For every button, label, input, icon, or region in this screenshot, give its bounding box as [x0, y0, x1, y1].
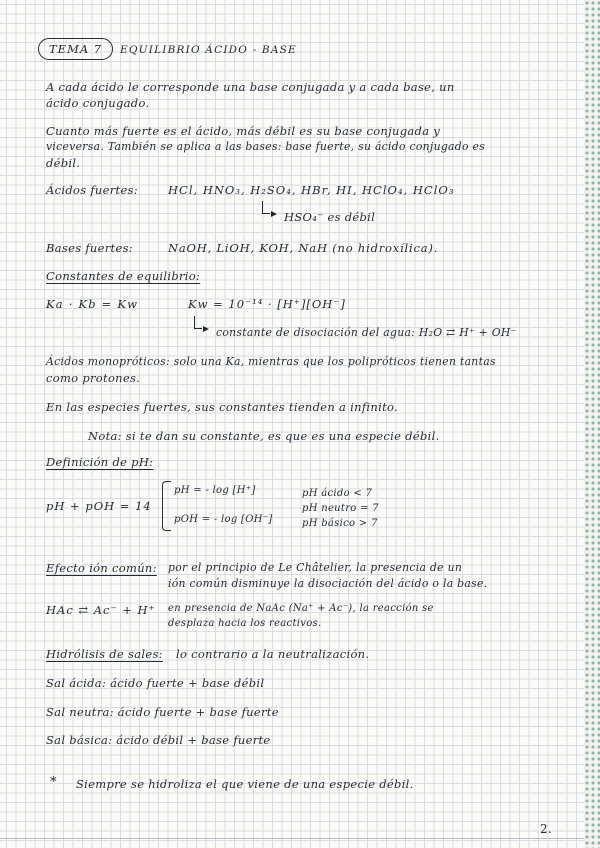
strong-acids-list: HCl, HNO₃, H₂SO₄, HBr, HI, HClO₄, HClO₃ [168, 183, 455, 197]
ph-sum: pH + pOH = 14 [46, 499, 152, 513]
common-ion-line-2: ión común disminuye la disociación del ácido o la base. [168, 577, 488, 590]
hydrolysis-intro: lo contrario a la neutralización. [176, 647, 370, 661]
page-heading: EQUILIBRIO ÁCIDO - BASE [120, 44, 297, 56]
strength-line-3: débil. [46, 156, 81, 170]
kw-expression: Kw = 10⁻¹⁴ · [H⁺][OH⁻] [188, 297, 346, 311]
strong-species-line-1: En las especies fuertes, sus constantes tienden a infinito. [46, 400, 398, 414]
strong-species-note: Nota: si te dan su constante, es que es una especie débil. [88, 429, 440, 443]
hydrolysis-heading: Hidrólisis de sales: [46, 647, 163, 661]
neutral-salt: Sal neutra: ácido fuerte + base fuerte [46, 705, 279, 719]
strong-acids-note: HSO₄⁻ es débil [284, 210, 376, 224]
strength-line-2: viceversa. También se aplica a las bases: base fuerte, su ácido conjugado es [46, 140, 486, 153]
strong-bases-label: Bases fuertes: [46, 241, 133, 255]
monoprotic-line-1: Ácidos monopróticos: solo una Ka, mientras que los polipróticos tienen tantas [46, 355, 496, 368]
ph-heading: Definición de pH: [46, 455, 154, 469]
intro-line-1: A cada ácido le corresponde una base conjugada y a cada base, un [46, 80, 455, 94]
strong-bases-list: NaOH, LiOH, KOH, NaH (no hidroxílica). [168, 241, 439, 255]
perforated-margin [584, 0, 600, 848]
topic-number: TEMA 7 [49, 42, 103, 56]
strength-line-1: Cuanto más fuerte es el ácido, más débil es su base conjugada y [46, 124, 441, 138]
common-ion-desc-1: en presencia de NaAc (Na⁺ + Ac⁻), la reacción se [168, 603, 434, 614]
common-ion-line-1: por el principio de Le Châtelier, la presencia de un [168, 561, 463, 574]
ph-bracket [162, 481, 171, 531]
page-number: 2. [540, 822, 553, 836]
constants-relation: Ka · Kb = Kw [46, 297, 139, 311]
common-ion-desc-2: desplaza hacia los reactivos. [168, 618, 322, 629]
constants-note: constante de disociación del agua: H₂O ⇄ H⁺ + OH⁻ [216, 326, 517, 339]
monoprotic-line-2: como protones. [46, 371, 141, 385]
asterisk-icon: * [50, 775, 57, 790]
arrow-icon [262, 201, 270, 214]
ph-acid: pH ácido < 7 [302, 488, 373, 499]
ph-definition: pH = - log [H⁺] [174, 485, 256, 496]
constants-heading: Constantes de equilibrio: [46, 269, 201, 283]
ph-basic: pH básico > 7 [302, 518, 378, 529]
poh-definition: pOH = - log [OH⁻] [174, 514, 273, 525]
common-ion-equation: HAc ⇄ Ac⁻ + H⁺ [46, 603, 156, 617]
arrow-icon [194, 316, 202, 329]
footer-divider [0, 838, 584, 839]
ph-neutral: pH neutro = 7 [302, 503, 379, 514]
topic-box [38, 38, 113, 60]
strong-acids-label: Ácidos fuertes: [46, 183, 138, 197]
basic-salt: Sal básica: ácido débil + base fuerte [46, 733, 271, 747]
acid-salt: Sal ácida: ácido fuerte + base débil [46, 676, 265, 690]
intro-line-2: ácido conjugado. [46, 96, 150, 110]
common-ion-heading: Efecto ión común: [46, 561, 157, 575]
hydrolysis-note: Siempre se hidroliza el que viene de una especie débil. [76, 777, 414, 791]
